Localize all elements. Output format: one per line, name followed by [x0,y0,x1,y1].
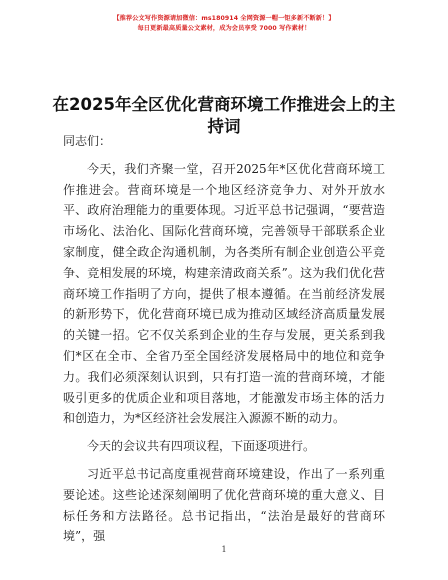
greeting: 同志们： [63,134,112,148]
promo-banner-line-1: 【推荐公文写作资源请加微信：ms180914 全网资源一帽一钜多新不断新！】 [113,15,335,22]
paragraph-agenda: 今天的会议共有四项议程，下面逐项进行。 [87,439,316,454]
promo-banner-line-2: 每日更新最高质量公文素材，成为会员享受 7000 写作素材！ [137,25,311,32]
document-body [63,131,385,547]
document-title: 在2025年全区优化营商环境工作推进会上的主持词 [52,95,396,136]
page-number: 1 [221,545,227,554]
paragraph-agenda-item-1: 习近平总书记高度重视营商环境建设，作出了一系列重要论述。这些论述深刻阐明了优化营商环境的重大意义、目标任务和方法路径。总书记指出，“法治是最好的营商环境”，强 [63,466,385,544]
promo-banner [0,14,448,34]
paragraph-opening: 今天，我们齐聚一堂，召开2025年*区优化营商环境工作推进会。营商环境是一个地区经济竞争力、对外开放水平、政府治理能力的重要体现。习近平总书记强调，“要营造市场化、法治化、国际化营商环境，完善领导干部联系企业家制度，健全政企沟通机制，为各类所有制企业创造公平竞争、竞相发展的环境，构建亲清政商关系”。这为我们优化营商环境工作指明了方向，提供了根本遵循。在当前经济发展的新形势下，优化营商环境已成为推动区域经济高质量发展的关键一招。它不仅关系到企业的生存与发展，更关系到我们*区在全市、全省乃至全国经济发展格局中的地位和竞争力。我们必须深刻认识到，只有打造一流的营商环境，才能吸引更多的优质企业和项目落地，才能激发市场主体的活力和创造力，为*区经济社会发展注入源源不断的动力。 [63,161,385,426]
